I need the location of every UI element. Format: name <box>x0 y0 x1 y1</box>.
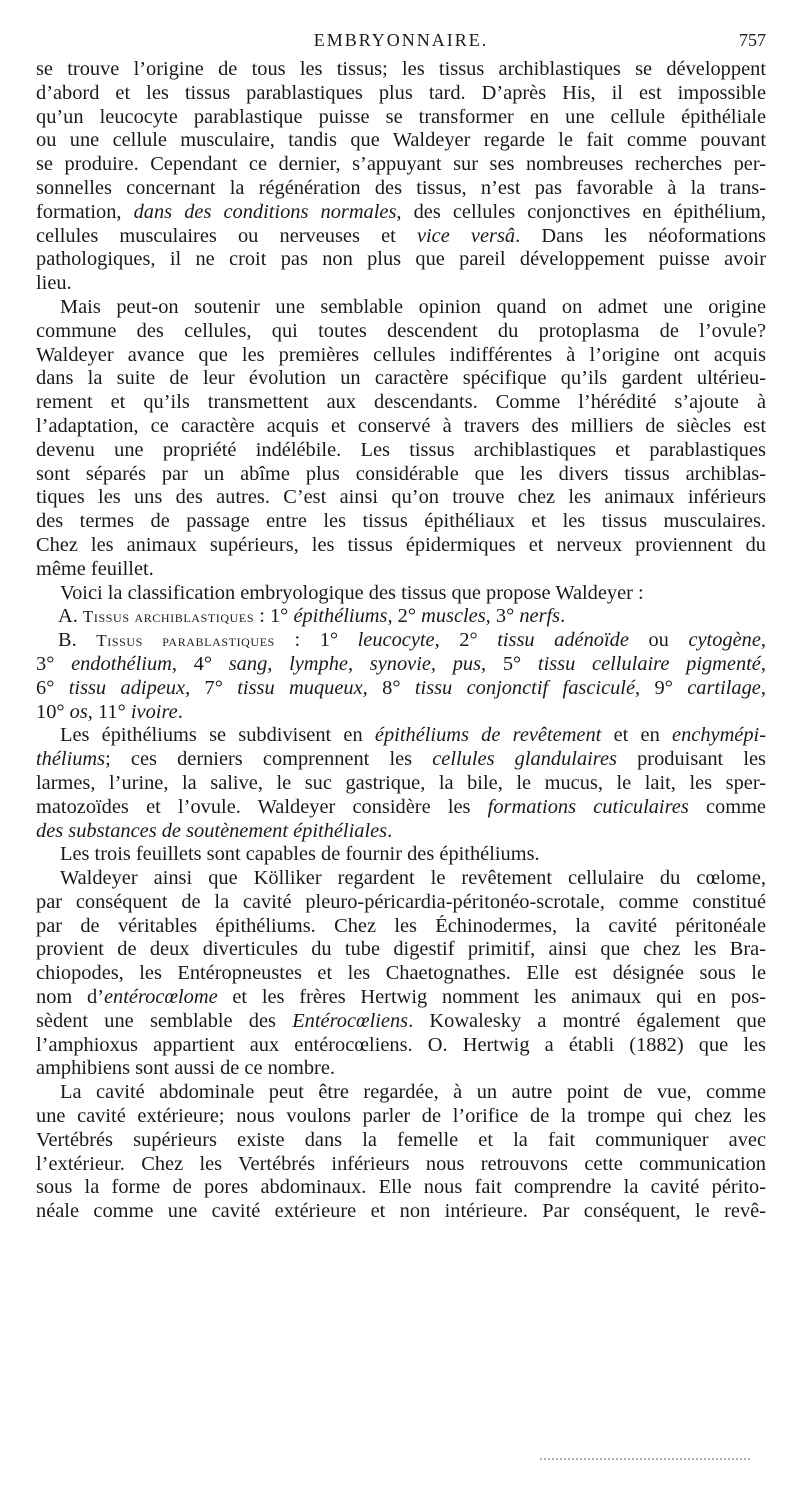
text-line: des substances de soutènement épithéliales. <box>36 819 393 842</box>
page-number: 757 <box>739 30 766 50</box>
text-line: Waldeyer avance que les premières cellules indifférentes à l’origine ont acquis <box>36 343 766 366</box>
text-line: 3° endothélium, 4° sang, lymphe, synovie, pus, 5° tissu cellulaire pigmenté, <box>36 652 766 675</box>
text-line: même feuillet. <box>36 557 154 580</box>
text-line: Chez les animaux supérieurs, les tissus épidermiques et nerveux proviennent du <box>36 533 766 556</box>
text-line: néale comme une cavité extérieure et non intérieure. Par conséquent, le revê- <box>36 1200 766 1223</box>
text-line: sont séparés par un abîme plus considérable que les divers tissus archiblas- <box>36 462 766 485</box>
text-line: devenu une propriété indélébile. Les tissus archiblastiques et parablastiques <box>36 438 766 461</box>
text-line: matozoïdes et l’ovule. Waldeyer considère les formations cuticulaires comme <box>36 795 766 818</box>
text-line: cellules musculaires ou nerveuses et vice versâ. Dans les néoformations <box>36 224 766 247</box>
text-line: tiques les uns des autres. C’est ainsi qu’on trouve chez les animaux inférieurs <box>36 486 766 509</box>
text-line: Vertébrés supérieurs existe dans la femelle et la fait communiquer avec <box>36 1128 766 1151</box>
text-line: Les trois feuillets sont capables de fournir des épithéliums. <box>60 843 540 866</box>
text-line: B. Tissus parablastiques : 1° leucocyte, 2° tissu adénoïde ou cytogène, <box>58 629 766 652</box>
text-line: lieu. <box>36 272 72 295</box>
text-line: ou une cellule musculaire, tandis que Waldeyer regarde le fait comme pouvant <box>36 129 766 152</box>
text-line: Waldeyer ainsi que Kölliker regardent le revêtement cellulaire du cœlome, <box>60 867 766 890</box>
text-line: amphibiens sont aussi de ce nombre. <box>36 1057 335 1080</box>
text-line: d’abord et les tissus parablastiques plus tard. D’après His, il est impossible <box>36 81 766 104</box>
page-header <box>36 30 766 54</box>
text-line: larmes, l’urine, la salive, le suc gastrique, la bile, le mucus, le lait, les sper- <box>36 771 766 794</box>
text-line: théliums; ces derniers comprennent les cellules glandulaires produisant les <box>36 748 766 771</box>
text-line: l’adaptation, ce caractère acquis et conservé à travers des milliers de siècles est <box>36 414 766 437</box>
text-line: sèdent une semblable des Entérocœliens. Kowalesky a montré également que <box>36 1009 766 1032</box>
text-line: l’extérieur. Chez les Vertébrés inférieurs nous retrouvons cette communication <box>36 1152 766 1175</box>
text-line: par conséquent de la cavité pleuro-péricardia-péritonéo-scrotale, comme constitué <box>36 890 766 913</box>
text-line: formation, dans des conditions normales, des cellules conjonctives en épithélium, <box>36 200 766 223</box>
text-line: sonnelles concernant la régénération des tissus, n’est pas favorable à la trans- <box>36 176 766 199</box>
text-line: 6° tissu adipeux, 7° tissu muqueux, 8° tissu conjonctif fasciculé, 9° cartilage, <box>36 676 766 699</box>
text-line: provient de deux diverticules du tube digestif primitif, ainsi que chez les Bra- <box>36 938 766 961</box>
text-line: par de véritables épithéliums. Chez les Échinodermes, la cavité péritonéale <box>36 914 766 937</box>
text-line: nom d’entérocœlome et les frères Hertwig nomment les animaux qui en pos- <box>36 986 766 1009</box>
text-line: 10° os, 11° ivoire. <box>36 700 183 723</box>
text-line: des termes de passage entre les tissus épithéliaux et les tissus musculaires. <box>36 510 766 533</box>
text-line: Voici la classification embryologique des tissus que propose Waldeyer : <box>60 581 644 604</box>
running-title: EMBRYONNAIRE. <box>313 30 489 50</box>
text-line: Mais peut-on soutenir une semblable opinion quand on admet une origine <box>60 295 766 318</box>
text-line: l’amphioxus appartient aux entérocœliens. O. Hertwig a établi (1882) que les <box>36 1033 766 1056</box>
body-text <box>36 58 766 1224</box>
text-line: A. Tissus archiblastiques : 1° épithéliums, 2° muscles, 3° nerfs. <box>58 605 566 628</box>
footer-rule <box>540 1458 750 1462</box>
text-line: rement et qu’ils transmettent aux descendants. Comme l’hérédité s’ajoute à <box>36 391 766 414</box>
text-line: dans la suite de leur évolution un caractère spécifique qu’ils gardent ultérieu- <box>36 367 766 390</box>
text-line: pathologiques, il ne croit pas non plus que pareil développement puisse avoir <box>36 248 766 271</box>
text-line: sous la forme de pores abdominaux. Elle nous fait comprendre la cavité périto- <box>36 1176 766 1199</box>
text-line: se produire. Cependant ce dernier, s’appuyant sur ses nombreuses recherches per- <box>36 153 766 176</box>
text-line: commune des cellules, qui toutes descendent du protoplasma de l’ovule? <box>36 319 766 342</box>
text-line: chiopodes, les Entéropneustes et les Chaetognathes. Elle est désignée sous le <box>36 962 766 985</box>
text-line: qu’un leucocyte parablastique puisse se transformer en une cellule épithéliale <box>36 105 766 128</box>
text-line: se trouve l’origine de tous les tissus; les tissus archiblastiques se développent <box>36 58 766 80</box>
text-line: La cavité abdominale peut être regardée, à un autre point de vue, comme <box>60 1081 766 1104</box>
text-line: une cavité extérieure; nous voulons parler de l’orifice de la trompe qui chez les <box>36 1105 766 1128</box>
text-line: Les épithéliums se subdivisent en épithéliums de revêtement et en enchymépi- <box>60 724 766 747</box>
